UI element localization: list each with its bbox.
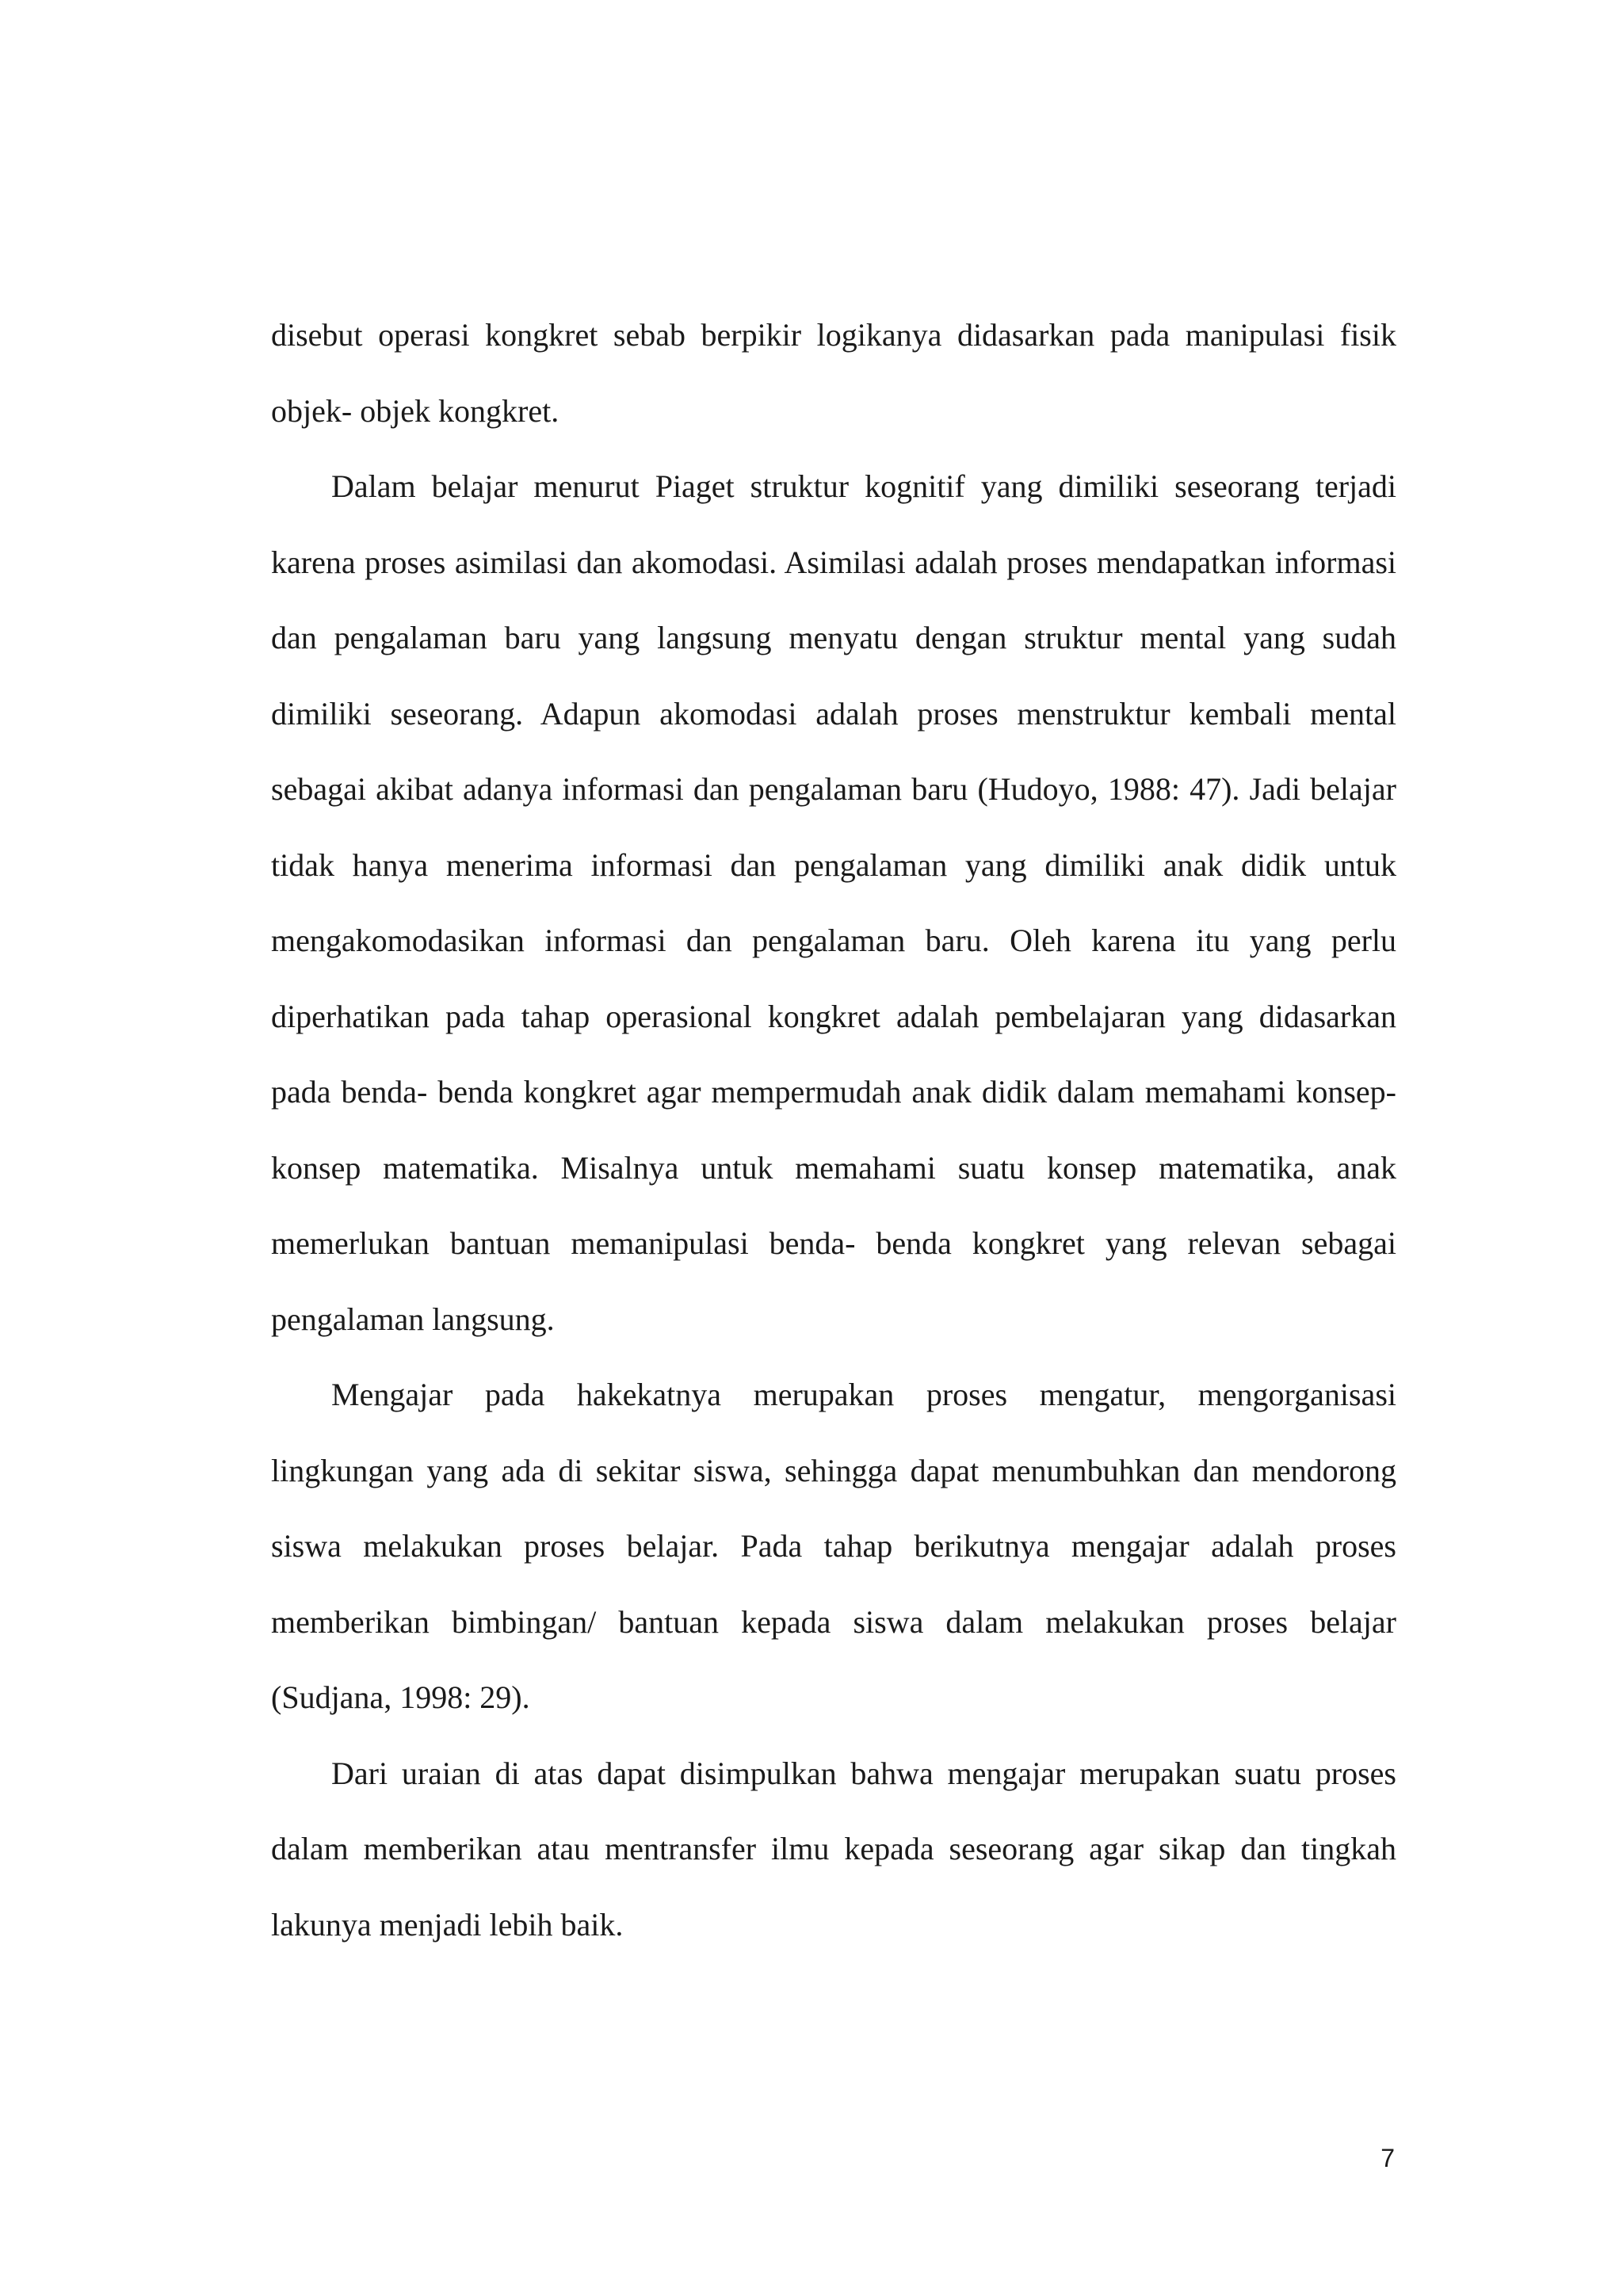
- paragraph-4: Dari uraian di atas dapat disimpulkan bahwa mengajar merupakan suatu proses dalam memberikan atau mentransfer ilmu kepada seseorang agar sikap dan tingkah lakunya menjadi lebih baik.: [271, 1755, 1396, 1943]
- page-number: 7: [1381, 2144, 1395, 2172]
- paragraph-2: Dalam belajar menurut Piaget struktur kognitif yang dimiliki seseorang terjadi karena proses asimilasi dan akomodasi. Asimilasi adalah proses mendapatkan informasi dan pengalaman baru yang langsung menyatu dengan struktur mental yang sudah dimiliki seseorang. Adapun akomodasi adalah proses menstruktur kembali mental sebagai akibat adanya informasi dan pengalaman baru (Hudoyo, 1988: 47). Jadi belajar tidak hanya menerima informasi dan pengalaman yang dimiliki anak didik untuk mengakomodasikan informasi dan pengalaman baru. Oleh karena itu yang perlu diperhatikan pada tahap operasional kongkret adalah pembelajaran yang didasarkan pada benda- benda kongkret agar mempermudah anak didik dalam memahami konsep- konsep matematika. Misalnya untuk memahami suatu konsep matematika, anak memerlukan bantuan memanipulasi benda- benda kongkret yang relevan sebagai pengalaman langsung.: [271, 468, 1396, 1337]
- paragraph-3: Mengajar pada hakekatnya merupakan proses mengatur, mengorganisasi lingkungan yang ada di sekitar siswa, sehingga dapat menumbuhkan dan mendorong siswa melakukan proses belajar. Pada tahap berikutnya mengajar adalah proses memberikan bimbingan/ bantuan kepada siswa dalam melakukan proses belajar (Sudjana, 1998: 29).: [271, 1377, 1396, 1715]
- paragraph-1: disebut operasi kongkret sebab berpikir logikanya didasarkan pada manipulasi fisik objek- objek kongkret.: [271, 317, 1396, 429]
- body-text: [271, 297, 1396, 1962]
